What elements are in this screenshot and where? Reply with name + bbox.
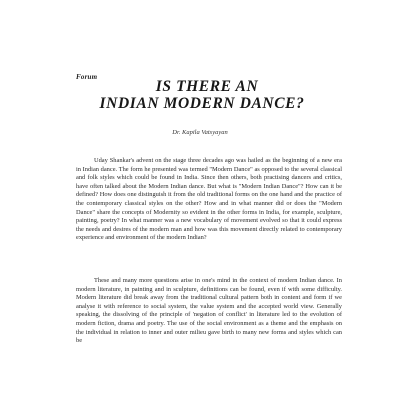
section-label: Forum	[76, 73, 98, 81]
body-paragraph-1: Uday Shankar's advent on the stage three decades ago was hailed as the beginning of a new era in Indian dance. The form he presented was termed "Modern Dance" as opposed to the several classical and folk styles which could be found in India. Since then others, both practising dancers and critics, have often talked about the Modern Indian dance. But what is "Modern Indian Dance"? How can it be defined? How does one distinguish it from the old traditional forms on the one hand and the practice of the contemporary classical styles on the other? How and in what manner did or does the "Modern Dance" share the concepts of Modernity so evident in the other forms in India, for example, sculpture, painting, poetry? In what manner was a new vocabulary of movement evolved so that it could express the needs and desires of the modern man and how was this movement directly related to contemporary experience and environment of the modern Indian?	[76, 157, 342, 242]
body-paragraph-2: These and many more questions arise in one's mind in the context of modern Indian dance. In modern literature, in painting and in sculpture, definitions can be found, even if with some difficulty. Modern literature did break away from the traditional cultural pattern both in content and form if we analyse it with reference to social system, the value system and the accepted world view. Generally speaking, the dissolving of the principle of 'negation of conflict' in literature led to the evolution of modern fiction, drama and poetry. The use of the social environment as a theme and the emphasis on the individual in relation to inner and outer milieu gave birth to many new forms and styles which can be	[76, 277, 342, 345]
article-title-line-1: IS THERE AN	[155, 78, 259, 95]
author-byline: Dr. Kapila Vatsyayan	[172, 129, 228, 136]
article-title-line-2: INDIAN MODERN DANCE?	[99, 95, 305, 112]
